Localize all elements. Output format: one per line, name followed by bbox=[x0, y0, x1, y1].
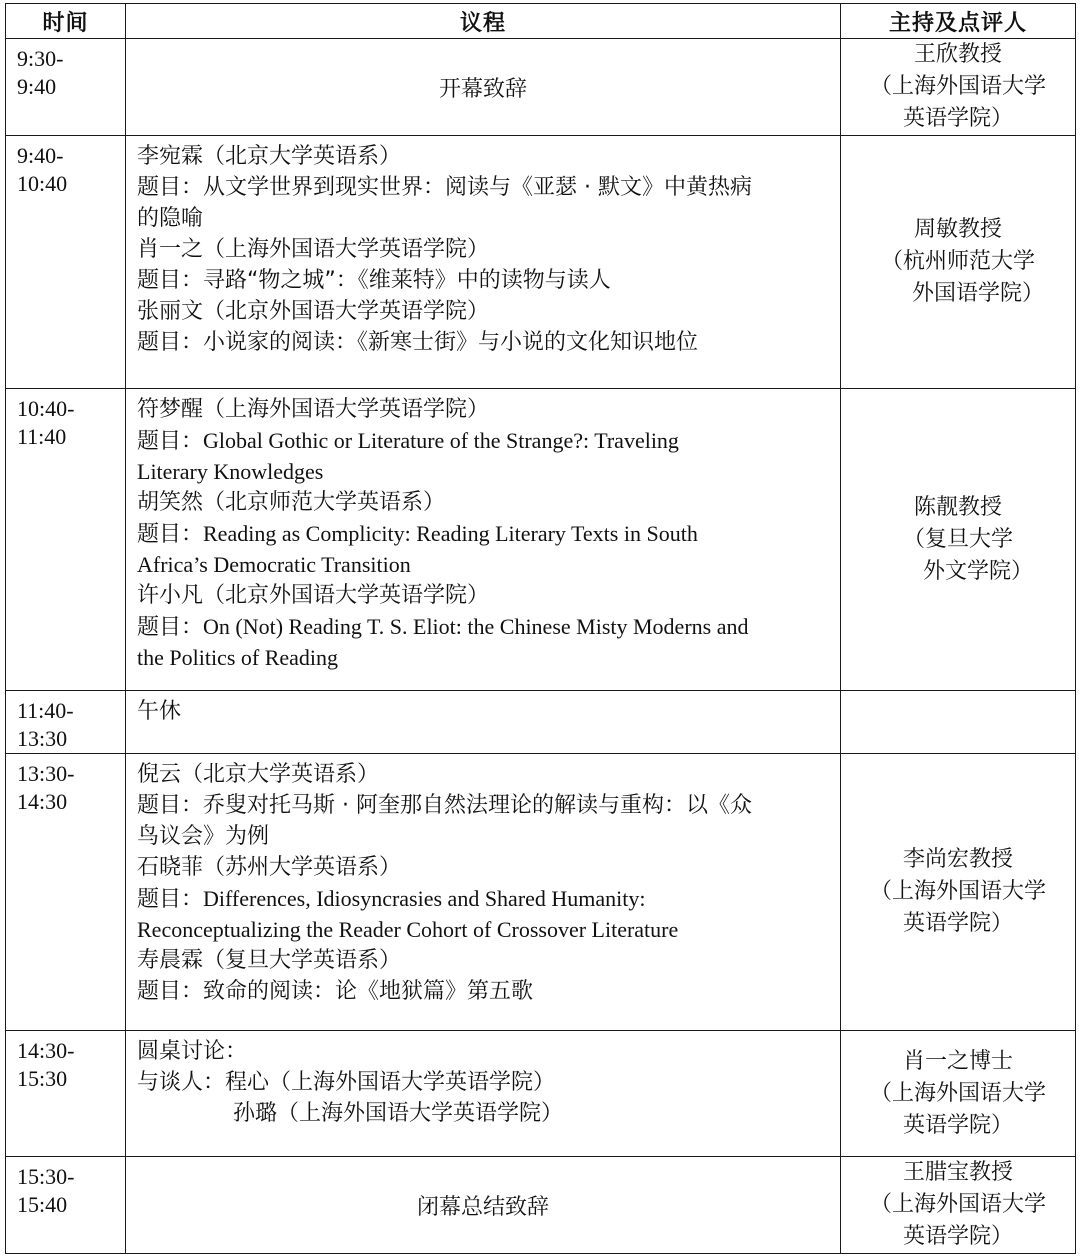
talk-title: the Politics of Reading bbox=[137, 645, 339, 670]
host-cell bbox=[841, 136, 1076, 389]
time-start: 9:40- bbox=[17, 143, 64, 168]
host-affiliation: （上海外国语大学 bbox=[869, 74, 1046, 99]
host-name: 王欣教授 bbox=[913, 42, 1002, 67]
time-end: 15:30 bbox=[17, 1066, 68, 1091]
host-affiliation: （上海外国语大学 bbox=[869, 1080, 1046, 1106]
host-cell bbox=[841, 1157, 1076, 1254]
host-affiliation: （上海外国语大学 bbox=[869, 879, 1046, 904]
speaker: 胡笑然（北京师范大学英语系） bbox=[137, 490, 446, 515]
talk-title: 题目：Differences, Idiosyncrasies and Shared Humanity: bbox=[137, 886, 646, 911]
time-start: 11:40- bbox=[17, 698, 74, 723]
agenda-cell bbox=[126, 754, 841, 1031]
host-cell bbox=[841, 39, 1076, 136]
talk-title: 题目：On (Not) Reading T. S. Eliot: the Chinese Misty Moderns and bbox=[137, 614, 749, 639]
host-cell bbox=[841, 389, 1076, 691]
host-affiliation: 外国语学院） bbox=[911, 281, 1044, 306]
host-name: 肖一之博士 bbox=[902, 1048, 1013, 1074]
table-row bbox=[6, 691, 1076, 754]
host-name: 陈靓教授 bbox=[913, 494, 1002, 520]
panelist: 与谈人：程心（上海外国语大学英语学院） bbox=[137, 1070, 556, 1095]
time-end: 13:30 bbox=[17, 726, 68, 751]
host-cell bbox=[841, 691, 1076, 754]
time-cell bbox=[6, 1157, 126, 1254]
talk-title: 的隐喻 bbox=[137, 206, 204, 231]
host-affiliation: 英语学院） bbox=[902, 1112, 1013, 1138]
talk-title: 题目：小说家的阅读：《新寒士街》与小说的文化知识地位 bbox=[137, 330, 699, 355]
header-agenda: 议程 bbox=[126, 4, 841, 39]
panelist: 孙璐（上海外国语大学英语学院） bbox=[233, 1101, 564, 1126]
table-row bbox=[6, 754, 1076, 1031]
time-end: 9:40 bbox=[17, 74, 57, 99]
time-start: 9:30- bbox=[17, 46, 64, 71]
roundtable-label: 圆桌讨论： bbox=[137, 1039, 248, 1064]
talk-title: 鸟议会》为例 bbox=[137, 824, 270, 849]
host-affiliation: 英语学院） bbox=[902, 106, 1013, 131]
host-affiliation: （上海外国语大学 bbox=[869, 1192, 1046, 1217]
agenda-cell: 开幕致辞 bbox=[126, 39, 841, 136]
host-cell bbox=[841, 754, 1076, 1031]
agenda-cell bbox=[126, 389, 841, 691]
speaker: 肖一之（上海外国语大学英语学院） bbox=[137, 237, 490, 262]
break-label: 午休 bbox=[137, 699, 182, 724]
talk-title: 题目：Reading as Complicity: Reading Literary Texts in South bbox=[137, 521, 698, 546]
header-time: 时间 bbox=[6, 4, 126, 39]
time-cell bbox=[6, 691, 126, 754]
agenda-cell bbox=[126, 1031, 841, 1157]
speaker: 许小凡（北京外国语大学英语学院） bbox=[137, 583, 490, 608]
time-start: 14:30- bbox=[17, 1038, 75, 1063]
talk-title: Literary Knowledges bbox=[137, 459, 324, 484]
table-row bbox=[6, 1157, 1076, 1254]
talk-title: 题目：乔叟对托马斯 · 阿奎那自然法理论的解读与重构：以《众 bbox=[137, 793, 752, 818]
host-affiliation: 英语学院） bbox=[902, 911, 1013, 936]
time-cell bbox=[6, 39, 126, 136]
time-end: 15:40 bbox=[17, 1192, 68, 1217]
host-affiliation: 外文学院） bbox=[922, 558, 1033, 584]
host-name: 李尚宏教授 bbox=[902, 847, 1013, 872]
talk-title: 题目：Global Gothic or Literature of the Strange?: Traveling bbox=[137, 428, 679, 453]
host-name: 周敏教授 bbox=[913, 217, 1002, 242]
table-row bbox=[6, 136, 1076, 389]
time-start: 15:30- bbox=[17, 1164, 75, 1189]
host-affiliation: 英语学院） bbox=[902, 1224, 1013, 1249]
talk-title: Reconceptualizing the Reader Cohort of Crossover Literature bbox=[137, 917, 679, 942]
speaker: 石晓菲（苏州大学英语系） bbox=[137, 855, 402, 880]
talk-title: 题目：从文学世界到现实世界：阅读与《亚瑟 · 默文》中黄热病 bbox=[137, 175, 752, 200]
talk-title: Africa’s Democratic Transition bbox=[137, 552, 411, 577]
time-cell bbox=[6, 1031, 126, 1157]
table-row bbox=[6, 389, 1076, 691]
time-end: 11:40 bbox=[17, 424, 67, 449]
time-cell bbox=[6, 389, 126, 691]
agenda-cell: 闭幕总结致辞 bbox=[126, 1157, 841, 1254]
speaker: 张丽文（北京外国语大学英语学院） bbox=[137, 299, 490, 324]
time-cell bbox=[6, 136, 126, 389]
time-start: 13:30- bbox=[17, 761, 75, 786]
schedule-table bbox=[5, 3, 1076, 1254]
time-start: 10:40- bbox=[17, 396, 75, 421]
schedule-document bbox=[5, 3, 1075, 1254]
agenda-cell bbox=[126, 136, 841, 389]
speaker: 倪云（北京大学英语系） bbox=[137, 762, 380, 787]
table-row bbox=[6, 1031, 1076, 1157]
talk-title: 题目：寻路“物之城”：《维莱特》中的读物与读人 bbox=[137, 268, 611, 293]
host-affiliation: （复旦大学 bbox=[902, 526, 1013, 552]
table-row bbox=[6, 39, 1076, 136]
time-end: 10:40 bbox=[17, 171, 68, 196]
talk-title: 题目：致命的阅读：论《地狱篇》第五歌 bbox=[137, 979, 534, 1004]
agenda-cell bbox=[126, 691, 841, 754]
host-affiliation: （杭州师范大学 bbox=[880, 249, 1035, 274]
speaker: 李宛霖（北京大学英语系） bbox=[137, 144, 402, 169]
speaker: 符梦醒（上海外国语大学英语学院） bbox=[137, 397, 490, 422]
time-cell bbox=[6, 754, 126, 1031]
host-cell bbox=[841, 1031, 1076, 1157]
time-end: 14:30 bbox=[17, 789, 68, 814]
header-host: 主持及点评人 bbox=[841, 4, 1076, 39]
host-name: 王腊宝教授 bbox=[902, 1160, 1013, 1185]
speaker: 寿晨霖（复旦大学英语系） bbox=[137, 948, 402, 973]
header-row bbox=[6, 4, 1076, 39]
